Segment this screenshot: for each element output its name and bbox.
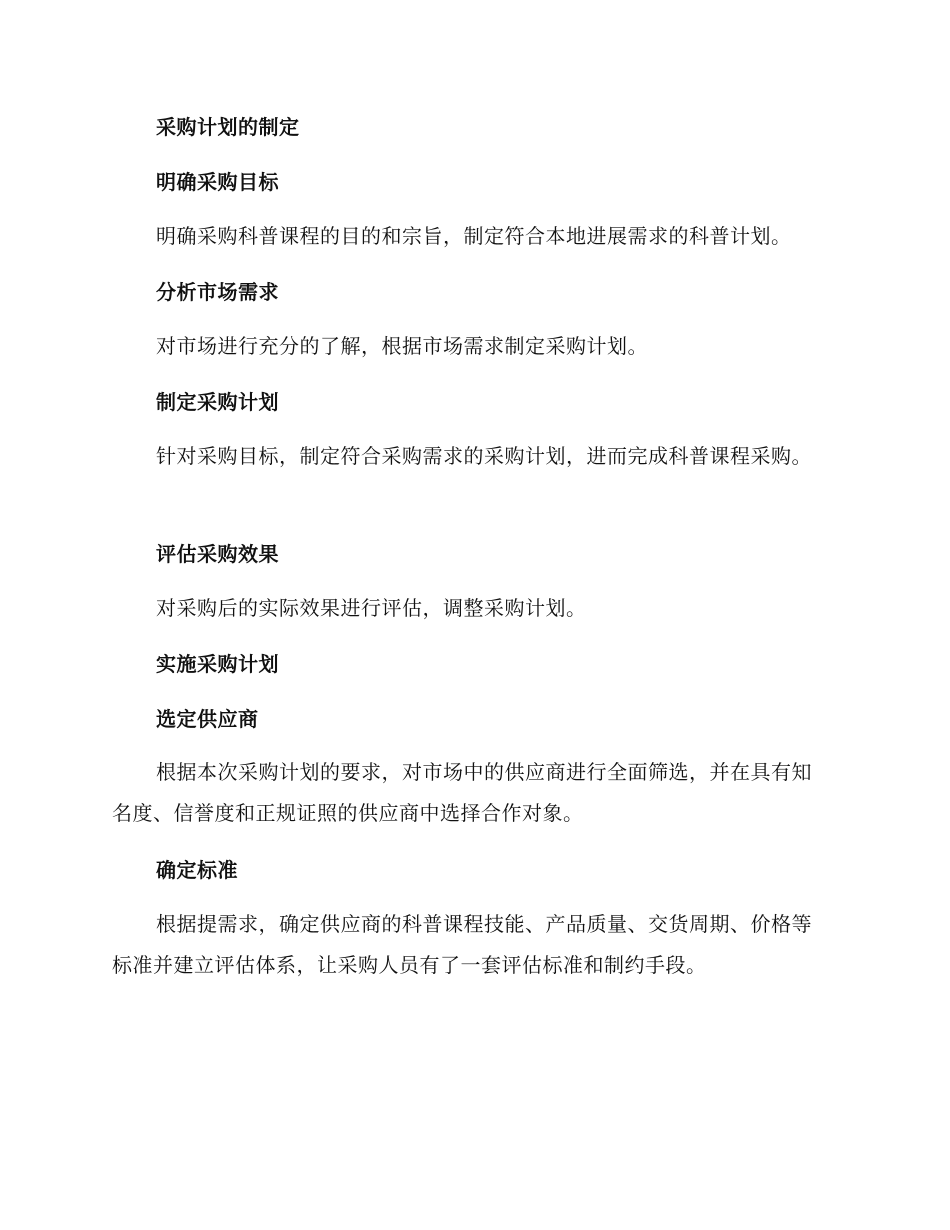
paragraph: 根据提需求，确定供应商的科普课程技能、产品质量、交货周期、价格等标准并建立评估体系，让采购人员有了一套评估标准和制约手段。 <box>112 912 812 977</box>
section-heading: 采购计划的制定 <box>156 115 300 139</box>
paragraph: 根据本次采购计划的要求，对市场中的供应商进行全面筛选，并在具有知名度、信誉度和正规证照的供应商中选择合作对象。 <box>112 760 812 825</box>
paragraph: 对采购后的实际效果进行评估，调整采购计划。 <box>156 596 587 620</box>
subsection-heading: 选定供应商 <box>156 707 259 731</box>
subsection-heading: 制定采购计划 <box>156 390 279 414</box>
subsection-heading: 分析市场需求 <box>156 280 279 304</box>
paragraph: 对市场进行充分的了解，根据市场需求制定采购计划。 <box>156 334 648 358</box>
section-heading: 实施采购计划 <box>156 652 279 676</box>
subsection-heading: 明确采购目标 <box>156 170 279 194</box>
paragraph: 明确采购科普课程的目的和宗旨，制定符合本地进展需求的科普计划。 <box>156 224 792 248</box>
subsection-heading: 评估采购效果 <box>156 542 279 566</box>
paragraph: 针对采购目标，制定符合采购需求的采购计划，进而完成科普课程采购。 <box>156 444 812 468</box>
subsection-heading: 确定标准 <box>156 858 238 882</box>
